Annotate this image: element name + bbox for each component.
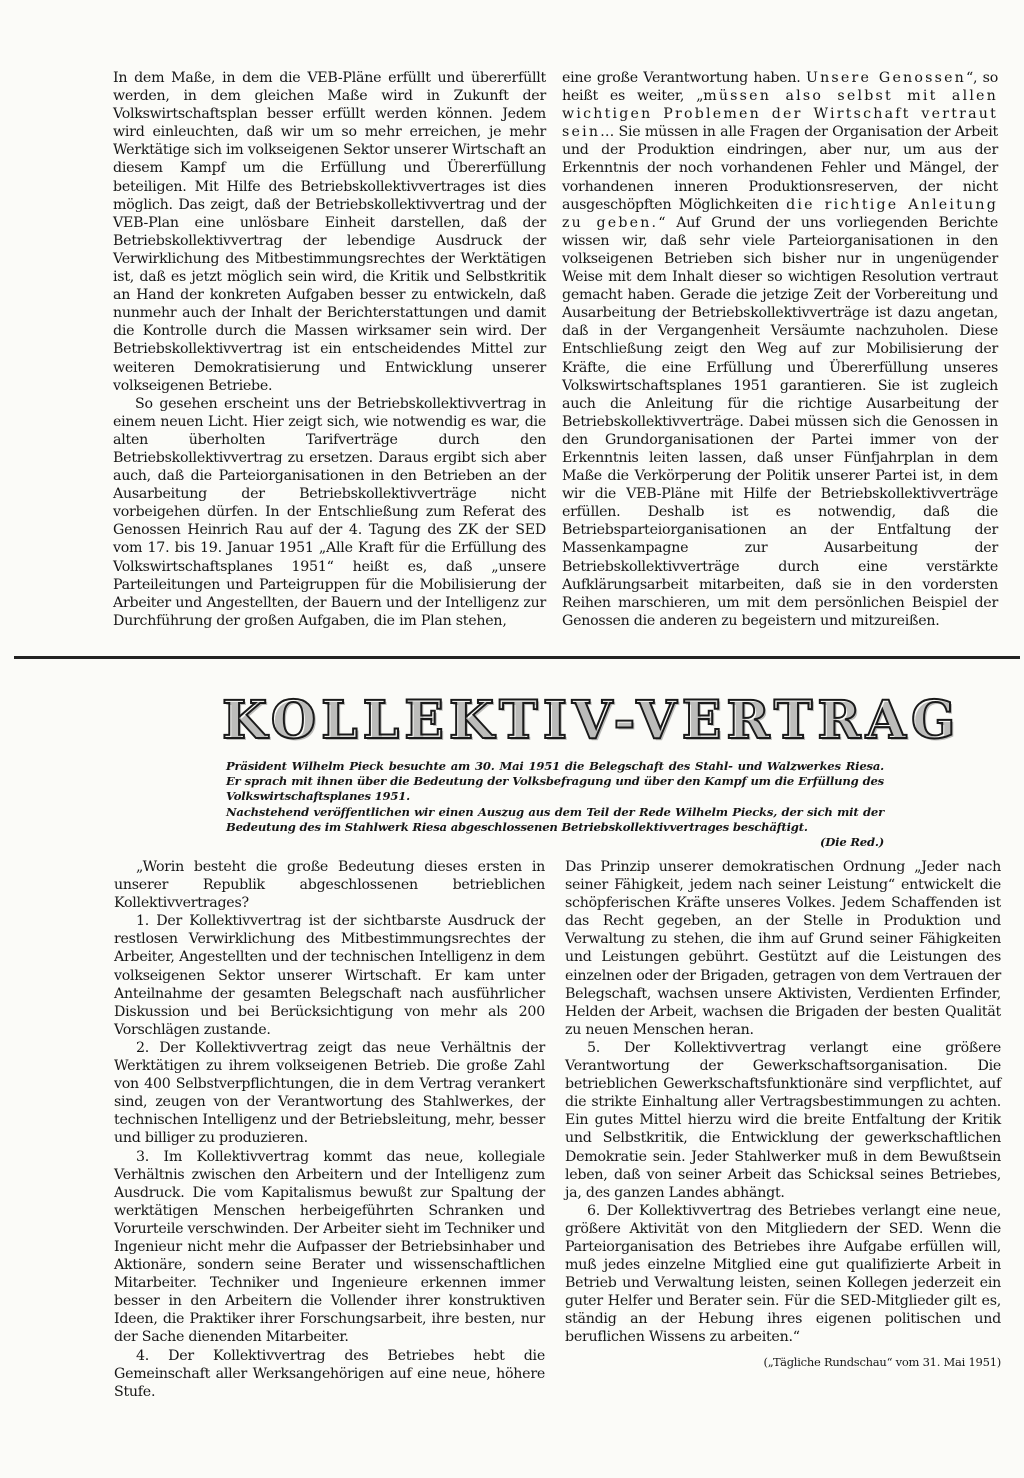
source-citation: („Tägliche Rundschau“ vom 31. Mai 1951) [763,1354,1001,1369]
text-run: “ Auf Grund der uns vorliegenden Berichte wissen wir, daß sehr viele Parteiorganisationen in den volkseigenen Betrieben sich bisher nur in ungenügender Weise mit dem Inhalt dieser so wichtigen Resolution vertraut gemacht haben. Gerade die jetzige Zeit der Vorbereitung und Ausarbeitung der Betriebskollektivverträge ist dazu angetan, daß in der Vergangenheit Versäumte nachzuholen. Diese Entschließung zeigt den Weg auf zur Mobilisierung der Kräfte, die eine Erfüllung und Übererfüllung unseres Volkswirtschaftsplanes 1951 garantieren. Sie ist zugleich auch die Anleitung für die richtige Ausarbeitung der Betriebskollektivverträge. Dabei müssen sich die Genossen in den Grundorganisationen der Partei immer von der Erkenntnis leiten lassen, daß unser Fünfjahrplan in dem Maße die Verkörperung der Politik unserer Partei ist, in dem wir die VEB-Pläne mit Hilfe der Betriebskollektivverträge erfüllen. Deshalb ist es notwendig, daß die Betriebsparteiorganisationen an der Entfaltung der Massenkampagne zur Ausarbeitung der Betriebskollektivverträge durch eine verstärkte Aufklärungsarbeit mitarbeiten, daß sie in den vordersten Reihen marschieren, um mit dem persönlichen Beispiel der Genossen die anderen zu begeistern und mitzureißen. [562,214,998,629]
spaced-text: Unsere Genossen [805,70,967,86]
intro-line: Nachstehend veröffentlichen wir einen Auszug aus dem Teil der Rede Wilhelm Piecks, der sich mit der Bedeutung des im Stahlwerk Riesa abgeschlossenen Betriebskollektivvertrages beschäftigt. [226,804,884,834]
headline: KOLLEKTIV-VERTRAG [222,690,961,751]
paragraph: So gesehen erscheint uns der Betriebskollektivvertrag in einem neuen Licht. Hier zeigt sich, wie notwendig es war, die alten überholten Tarifverträge durch den Betriebskollektivvertrag zu ersetzen. Daraus ergibt sich aber auch, daß die Parteiorganisationen in den Betrieben an der Ausarbeitung der Betriebskollektivverträge nicht vorbeigehen dürfen. In der Entschließung zum Referat des Genossen Heinrich Rau auf der 4. Tagung des ZK der SED vom 17. bis 19. Januar 1951 „Alle Kraft für die Erfüllung des Volkswirtschaftsplanes 1951“ heißt es, daß „unsere Parteileitungen und Parteigruppen für die Mobilisierung der Arbeiter und Angestellten, der Bauern und der Intelligenz zur Durchführung der großen Aufgaben, die im Plan stehen, [113,395,546,629]
paragraph: 4. Der Kollektivvertrag des Betriebes hebt die Gemeinschaft aller Werksangehörigen auf eine neue, höhere Stufe. [114,1347,545,1400]
paragraph: Das Prinzip unserer demokratischen Ordnung „Jeder nach seiner Fähigkeit, jedem nach seiner Leistung“ entwickelt die schöpferischen Kräfte unseres Volkes. Jedem Schaffenden ist das Recht gegeben, an der Stelle in Produktion und Verwaltung zu stehen, die ihm auf Grund seiner Fähigkeiten und Leistungen gebührt. Gestützt auf die Leistungen des einzelnen oder der Brigaden, getragen von dem Vertrauen der Belegschaft, wachsen unsere Aktivisten, Verdienten Erfinder, Helden der Arbeit, wachsen die Brigaden der besten Qualität zu neuen Menschen heran. [565,859,1001,1038]
paragraph: 1. Der Kollektivvertrag ist der sichtbarste Ausdruck der restlosen Verwirklichung des Mitbestimmungsrechtes der Arbeiter, Angestellten und der technischen Intelligenz in dem volkseigenen Sektor unserer Wirtschaft. Er kam unter Anteilnahme der gesamten Belegschaft nach ausführlicher Diskussion und bei Berücksichtigung von mehr als 200 Vorschlägen zustande. [114,913,545,1038]
text-run: eine große Verantwortung haben. [562,70,801,86]
paragraph [562,69,998,630]
bottom-right-column [565,858,1001,1371]
spaced-text: die richtige Anleitung zu geben. [562,196,998,231]
spaced-text: müssen also selbst mit allen wichtigen Problemen der Wirtschaft vertraut sein [562,88,998,141]
top-left-column [113,69,546,630]
top-right-column [562,69,998,630]
paragraph: In dem Maße, in dem die VEB-Pläne erfüllt und übererfüllt werden, in dem gleichen Maße wird in Zukunft der Volkswirtschaftsplan besser erfüllt werden können. Jedem wird einleuchten, daß wir um so mehr erreichen, je mehr Werktätige sich im volkseigenen Sektor unserer Wirtschaft an diesem Kampf um die Erfüllung und Übererfüllung beteiligen. Mit Hilfe des Betriebskollektivvertrages ist dies möglich. Das zeigt, daß der Betriebskollektivvertrag und der VEB-Plan eine unlösbare Einheit darstellen, daß der Betriebskollektivvertrag der lebendige Ausdruck der Verwirklichung des Mitbestimmungsrechtes der Werktätigen ist, daß es jetzt möglich sein wird, die Kritik und Selbstkritik an Hand der konkreten Aufgaben besser zu entwickeln, daß nunmehr auch der Inhalt der Berichterstattungen und damit die Kontrolle durch die Massen wirksamer sein wird. Der Betriebskollektivvertrag ist ein entscheidendes Mittel zur weiteren Demokratisierung und Entwicklung unserer volkseigenen Betriebe. [113,70,546,394]
paragraph: „Worin besteht die große Bedeutung dieses ersten in unserer Republik abgeschlossenen betrieblichen Kollektivvertrages? [114,859,545,912]
intro-line: Präsident Wilhelm Pieck besuchte am 30. Mai 1951 die Belegschaft des Stahl- und Walzwerkes Riesa. Er sprach mit ihnen über die Bedeutung der Volksbefragung und über den Kampf um die Erfüllung des Volkswirtschaftsplanes 1951. [226,759,884,804]
text-run: … Sie müssen in alle Fragen der Organisation der Arbeit und der Produktion eindringen, aber nur, um aus der Erkenntnis der noch vorhandenen Fehler und Mängel, der vorhandenen inneren Produktionsreserven, der nicht ausgeschöpften Möglichkeiten [562,124,998,213]
intro-note [226,759,884,850]
bottom-left-column [114,858,545,1401]
section-divider [14,656,1020,659]
paragraph: 2. Der Kollektivvertrag zeigt das neue Verhältnis der Werktätigen zu ihrem volkseigenen Betrieb. Die große Zahl von 400 Selbstverpflichtungen, die in dem Vertrag verankert sind, zeugen von der Verantwortung des Stahlwerkes, der technischen Intelligenz und der Betriebsleitung, mehr, besser und billiger zu produzieren. [114,1039,545,1147]
paragraph: 3. Im Kollektivvertrag kommt das neue, kollegiale Verhältnis zwischen den Arbeitern und der Intelligenz zum Ausdruck. Die vom Kapitalismus bewußt zur Spaltung der werktätigen Menschen herbeigeführten Schranken und Vorurteile verschwinden. Der Arbeiter sieht im Techniker und Ingenieur nicht mehr die Aufpasser der Betriebsinhaber und Aktionäre, sondern seine Berater und wissenschaftlichen Mitarbeiter. Techniker und Ingenieure erkennen immer besser in den Arbeitern die Vollender ihrer konstruktiven Ideen, die Praktiker ihrer Forschungsarbeit, ihre besten, nur der Sache dienenden Mitarbeiter. [114,1148,545,1346]
text-run: “, so heißt es weiter, „ [562,70,998,105]
paragraph: 5. Der Kollektivvertrag verlangt eine größere Verantwortung der Gewerkschaftsorganisation. Die betrieblichen Gewerkschaftsfunktionäre sind verpflichtet, auf die strikte Einhaltung aller Vertragsbestimmungen zu achten. Ein gutes Mittel hierzu wird die breite Entfaltung der Kritik und Selbstkritik, die Entwicklung der gewerkschaftlichen Demokratie sein. Jeder Stahlwerker muß in dem Bewußtsein leben, daß von seiner Arbeit das Schicksal seines Betriebes, ja, des ganzen Landes abhängt. [565,1039,1001,1201]
editor-note: (Die Red.) [820,835,884,850]
paragraph: 6. Der Kollektivvertrag des Betriebes verlangt eine neue, größere Aktivität von den Mitgliedern der SED. Wenn die Parteiorganisation des Betriebes ihre Aufgabe erfüllen will, muß jedes einzelne Mitglied eine gut qualifizierte Arbeit in Betrieb und Verwaltung leisten, seinen Kollegen jederzeit ein guter Helfer und Berater sein. Für die SED-Mitglieder gilt es, ständig an der Hebung ihres eigenen politischen und beruflichen Wissens zu arbeiten.“ [565,1202,1001,1346]
